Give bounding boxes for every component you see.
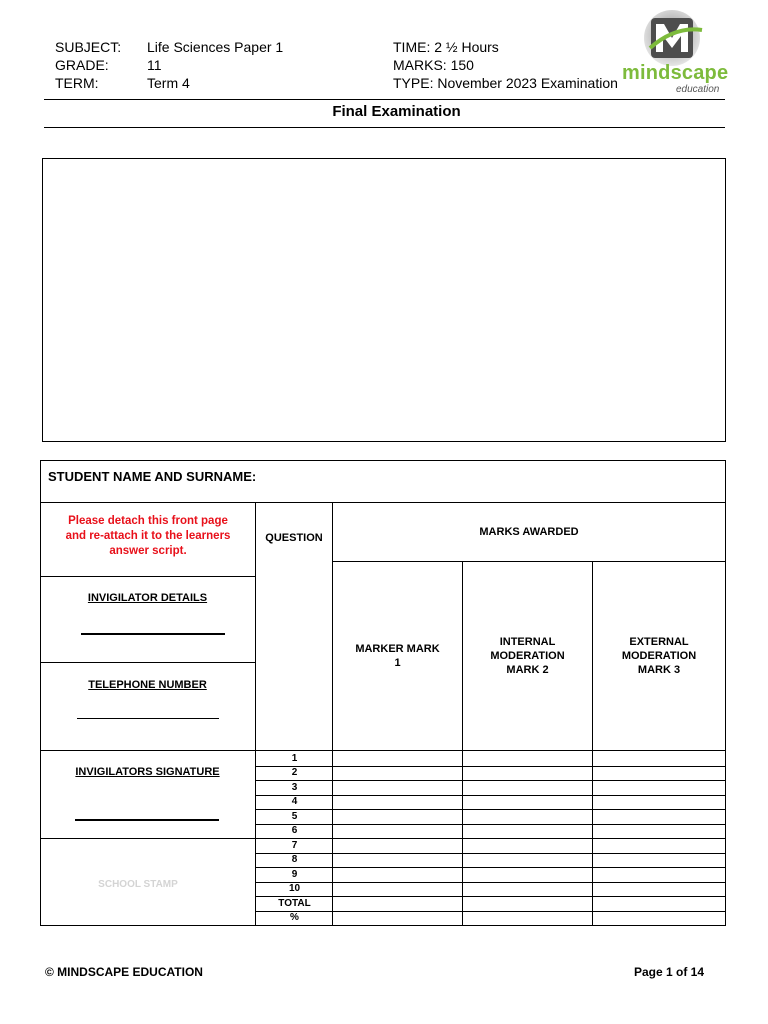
question-row-label: 6 bbox=[291, 825, 298, 836]
internal-moderation-header: INTERNAL MODERATION MARK 2 bbox=[490, 636, 565, 676]
mark-cell[interactable] bbox=[333, 897, 462, 911]
mark-cell[interactable] bbox=[333, 883, 462, 897]
exam-time: TIME: 2 ½ Hours bbox=[393, 39, 499, 55]
external-moderation-header: EXTERNAL MODERATION MARK 3 bbox=[621, 636, 697, 676]
mark-cell[interactable] bbox=[593, 854, 725, 868]
mark-cell[interactable] bbox=[463, 767, 592, 781]
term-label: TERM: bbox=[55, 75, 99, 91]
question-row-label: 9 bbox=[291, 868, 298, 880]
blank-box bbox=[42, 158, 726, 442]
school-stamp-label: SCHOOL STAMP bbox=[98, 879, 178, 890]
mark-cell[interactable] bbox=[463, 883, 592, 897]
question-row-label: 7 bbox=[291, 839, 298, 851]
mark-cell[interactable] bbox=[463, 854, 592, 868]
mark-cell[interactable] bbox=[333, 796, 462, 810]
mark-cell[interactable] bbox=[333, 767, 462, 781]
mark-cell[interactable] bbox=[463, 825, 592, 839]
exam-marks: MARKS: 150 bbox=[393, 57, 474, 73]
mark-cell[interactable] bbox=[333, 752, 462, 766]
mark-cell[interactable] bbox=[593, 767, 725, 781]
term-value: Term 4 bbox=[147, 75, 190, 91]
mark-cell[interactable] bbox=[333, 868, 462, 882]
mark-cell[interactable] bbox=[463, 839, 592, 853]
form-rule bbox=[40, 576, 256, 577]
form-border-left bbox=[40, 460, 41, 926]
marks-awarded-header: MARKS AWARDED bbox=[479, 526, 579, 538]
mark-cell[interactable] bbox=[333, 810, 462, 824]
mark-cell[interactable] bbox=[333, 839, 462, 853]
mark-cell[interactable] bbox=[333, 912, 462, 926]
grade-value: 11 bbox=[147, 57, 162, 73]
telephone-number-line bbox=[77, 718, 219, 719]
logo-wordmark: mindscape bbox=[622, 62, 729, 84]
mark-cell[interactable] bbox=[333, 825, 462, 839]
subject-value: Life Sciences Paper 1 bbox=[147, 39, 284, 55]
mark-cell[interactable] bbox=[593, 810, 725, 824]
marker-mark1-header: MARKER MARK 1 bbox=[355, 643, 440, 669]
page-title: Final Examination bbox=[332, 103, 461, 120]
mindscape-logo bbox=[620, 8, 730, 98]
form-rule bbox=[40, 750, 726, 751]
footer-copyright: © MINDSCAPE EDUCATION bbox=[45, 965, 203, 979]
invigilators-signature-label: INVIGILATORS SIGNATURE bbox=[75, 766, 220, 778]
mark-cell[interactable] bbox=[593, 825, 725, 839]
question-header: QUESTION bbox=[265, 532, 323, 544]
exam-type: TYPE: November 2023 Examination bbox=[393, 75, 618, 91]
telephone-number-label: TELEPHONE NUMBER bbox=[88, 679, 207, 691]
invigilator-details-label: INVIGILATOR DETAILS bbox=[87, 592, 208, 604]
question-row-label: 4 bbox=[291, 796, 298, 807]
mark-cell[interactable] bbox=[593, 752, 725, 766]
footer-page-number: Page 1 of 14 bbox=[634, 965, 705, 979]
question-row-label: 5 bbox=[291, 810, 298, 822]
form-rule bbox=[40, 662, 256, 663]
mark-cell[interactable] bbox=[593, 839, 725, 853]
form-rule bbox=[40, 838, 256, 839]
grade-label: GRADE: bbox=[55, 57, 109, 73]
mark-cell[interactable] bbox=[593, 883, 725, 897]
header-rule-top bbox=[44, 99, 725, 100]
question-row-label: 8 bbox=[291, 854, 298, 865]
mark-cell[interactable] bbox=[463, 796, 592, 810]
mark-cell[interactable] bbox=[463, 781, 592, 795]
form-border-top bbox=[40, 460, 726, 461]
mark-cell[interactable] bbox=[593, 796, 725, 810]
invigilator-details-line bbox=[81, 633, 225, 635]
signature-line bbox=[75, 819, 219, 821]
question-row-label: % bbox=[290, 912, 299, 923]
form-rule bbox=[40, 502, 726, 503]
form-border-bottom bbox=[40, 925, 726, 926]
mark-cell[interactable] bbox=[463, 810, 592, 824]
question-row-label: 3 bbox=[291, 781, 298, 793]
detach-note: Please detach this front page and re-attach it to the learners answer script. bbox=[65, 514, 231, 557]
question-row-label: 2 bbox=[291, 767, 298, 778]
logo-subtitle: education bbox=[676, 84, 720, 95]
mark-cell[interactable] bbox=[593, 912, 725, 926]
question-row-label: 10 bbox=[288, 883, 301, 894]
form-border-right bbox=[725, 460, 726, 926]
mark-cell[interactable] bbox=[463, 912, 592, 926]
mark-cell[interactable] bbox=[333, 781, 462, 795]
mark-cell[interactable] bbox=[463, 752, 592, 766]
mark-cell[interactable] bbox=[593, 897, 725, 911]
question-row-label: 1 bbox=[291, 752, 298, 764]
mark-cell[interactable] bbox=[333, 854, 462, 868]
mark-cell[interactable] bbox=[593, 781, 725, 795]
student-name-label: STUDENT NAME AND SURNAME: bbox=[48, 469, 257, 484]
mark-cell[interactable] bbox=[463, 868, 592, 882]
form-rule bbox=[333, 561, 726, 562]
mark-cell[interactable] bbox=[593, 868, 725, 882]
mark-cell[interactable] bbox=[463, 897, 592, 911]
subject-label: SUBJECT: bbox=[55, 39, 122, 55]
header-rule-bottom bbox=[44, 127, 725, 128]
question-row-label: TOTAL bbox=[278, 897, 311, 909]
